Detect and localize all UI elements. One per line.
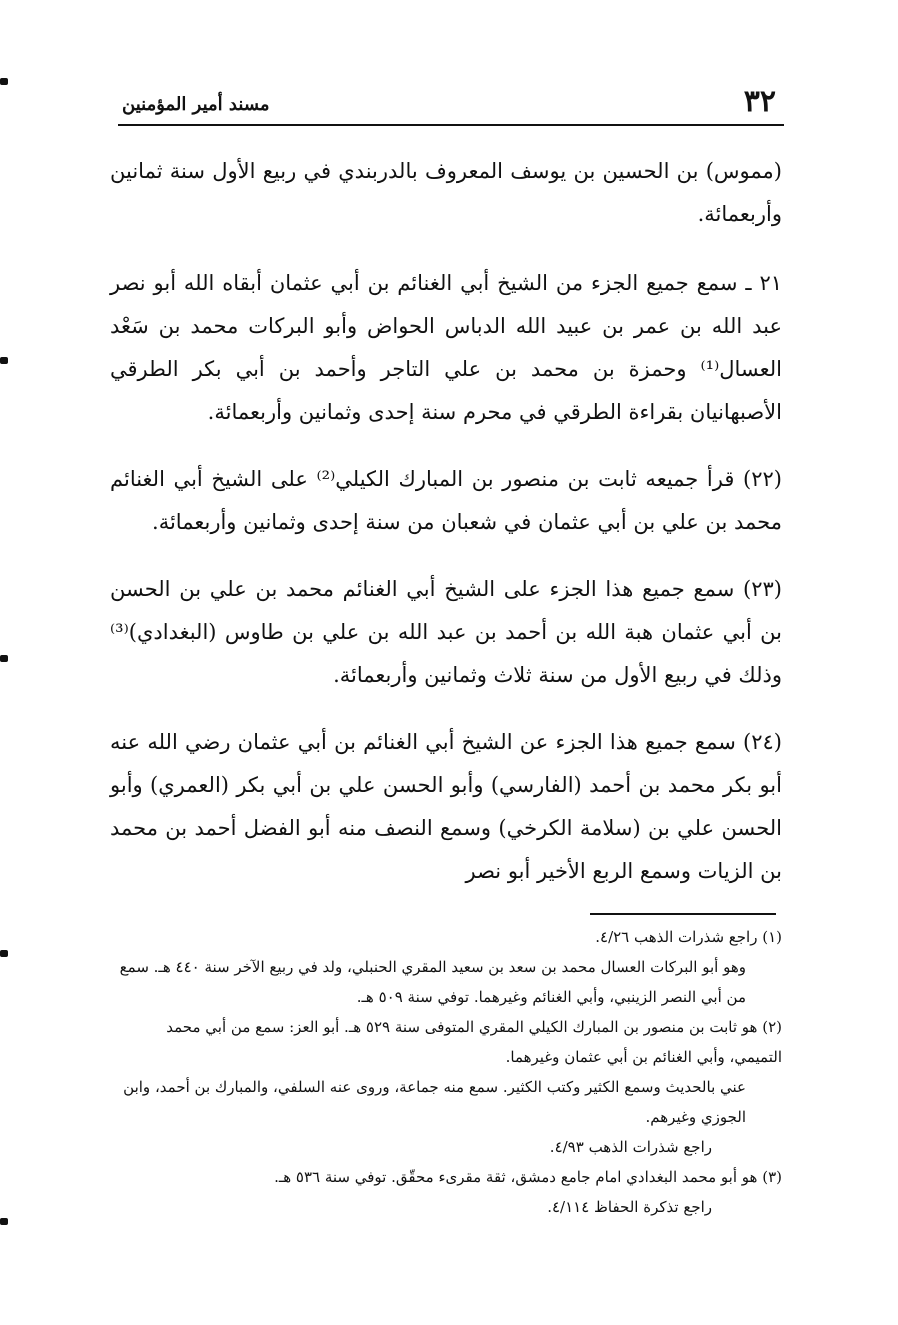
footnote-1-body: وهو أبو البركات العسال محمد بن سعد بن سعيد المقري الحنبلي، ولد في ربيع الآخر سنة ٤٤٠ هـ. سمع من أبي النصر الزينبي، وأبي الغنائم وغيرهما. توفي سنة ٥٠٩ هـ. (119, 958, 746, 1006)
footnotes (118, 922, 782, 1222)
footnote-2-source: راجع شذرات الذهب ٤/٩٣. (549, 1138, 712, 1156)
scan-edge-mark (0, 655, 8, 662)
running-title: مسند أمير المؤمنين (122, 94, 270, 115)
paragraph-24: (٢٤) سمع جميع هذا الجزء عن الشيخ أبي الغنائم بن أبي عثمان رضي الله عنه أبو بكر محمد بن أحمد (الفارسي) وأبو الحسن علي بن أبي بكر (العمري) وأبو الحسن علي بن (سلامة الكرخي) وسمع النصف منه أبو الفضل أحمد بن محمد بن الزيات وسمع الربع الأخير أبو نصر (110, 730, 782, 883)
scan-edge-mark (0, 357, 8, 364)
scan-edge-mark (0, 1218, 8, 1225)
footnote-3-ref: (٣) هو أبو محمد البغدادي امام جامع دمشق، ثقة مقرىء محقّق. توفي سنة ٥٣٦ هـ. (274, 1168, 782, 1186)
paragraph-1: (مموس) بن الحسين بن يوسف المعروف بالدربندي في ربيع الأول سنة ثمانين وأربعمائة. (110, 159, 782, 226)
main-text (110, 150, 782, 917)
footnote-1-ref: (١) راجع شذرات الذهب ٤/٢٦. (595, 928, 782, 946)
footnote-2-ref: (٢) هو ثابت بن منصور بن المبارك الكيلي المقري المتوفى سنة ٥٢٩ هـ. أبو العز: سمع من أبي محمد التميمي، وأبي الغنائم بن أبي عثمان وغيرهما. (166, 1018, 782, 1066)
page-number: ٣٢ (743, 84, 776, 119)
page-header (118, 82, 784, 126)
footnote-separator (590, 913, 776, 915)
footnote-3-source: راجع تذكرة الحفاظ ٤/١١٤. (547, 1198, 712, 1216)
scan-edge-mark (0, 950, 8, 957)
paragraph-21: ٢١ ـ سمع جميع الجزء من الشيخ أبي الغنائم بن أبي عثمان أبقاه الله أبو نصر عبد الله بن عمر بن عبيد الله الدباس الحواض وأبو البركات محمد بن سَعْد العسال⁽¹⁾ وحمزة بن محمد بن علي التاجر وأحمد بن أبي بكر الطرقي الأصبهانيان بقراءة الطرقي في محرم سنة إحدى وثمانين وأربعمائة. (110, 271, 782, 424)
paragraph-22: (٢٢) قرأ جميعه ثابت بن منصور بن المبارك الكيلي⁽²⁾ على الشيخ أبي الغنائم محمد بن علي بن أبي عثمان في شعبان من سنة إحدى وثمانين وأربعمائة. (110, 467, 782, 534)
paragraph-23: (٢٣) سمع جميع هذا الجزء على الشيخ أبي الغنائم محمد بن علي بن الحسن بن أبي عثمان هبة الله بن أحمد بن عبد الله بن علي بن طاوس (البغدادي)⁽³⁾ وذلك في ربيع الأول من سنة ثلاث وثمانين وأربعمائة. (110, 577, 782, 687)
footnote-2-body: عني بالحديث وسمع الكثير وكتب الكثير. سمع منه جماعة، وروى عنه السلفي، والمبارك بن أحمد، وابن الجوزي وغيرهم. (123, 1078, 746, 1126)
scan-edge-mark (0, 78, 8, 85)
